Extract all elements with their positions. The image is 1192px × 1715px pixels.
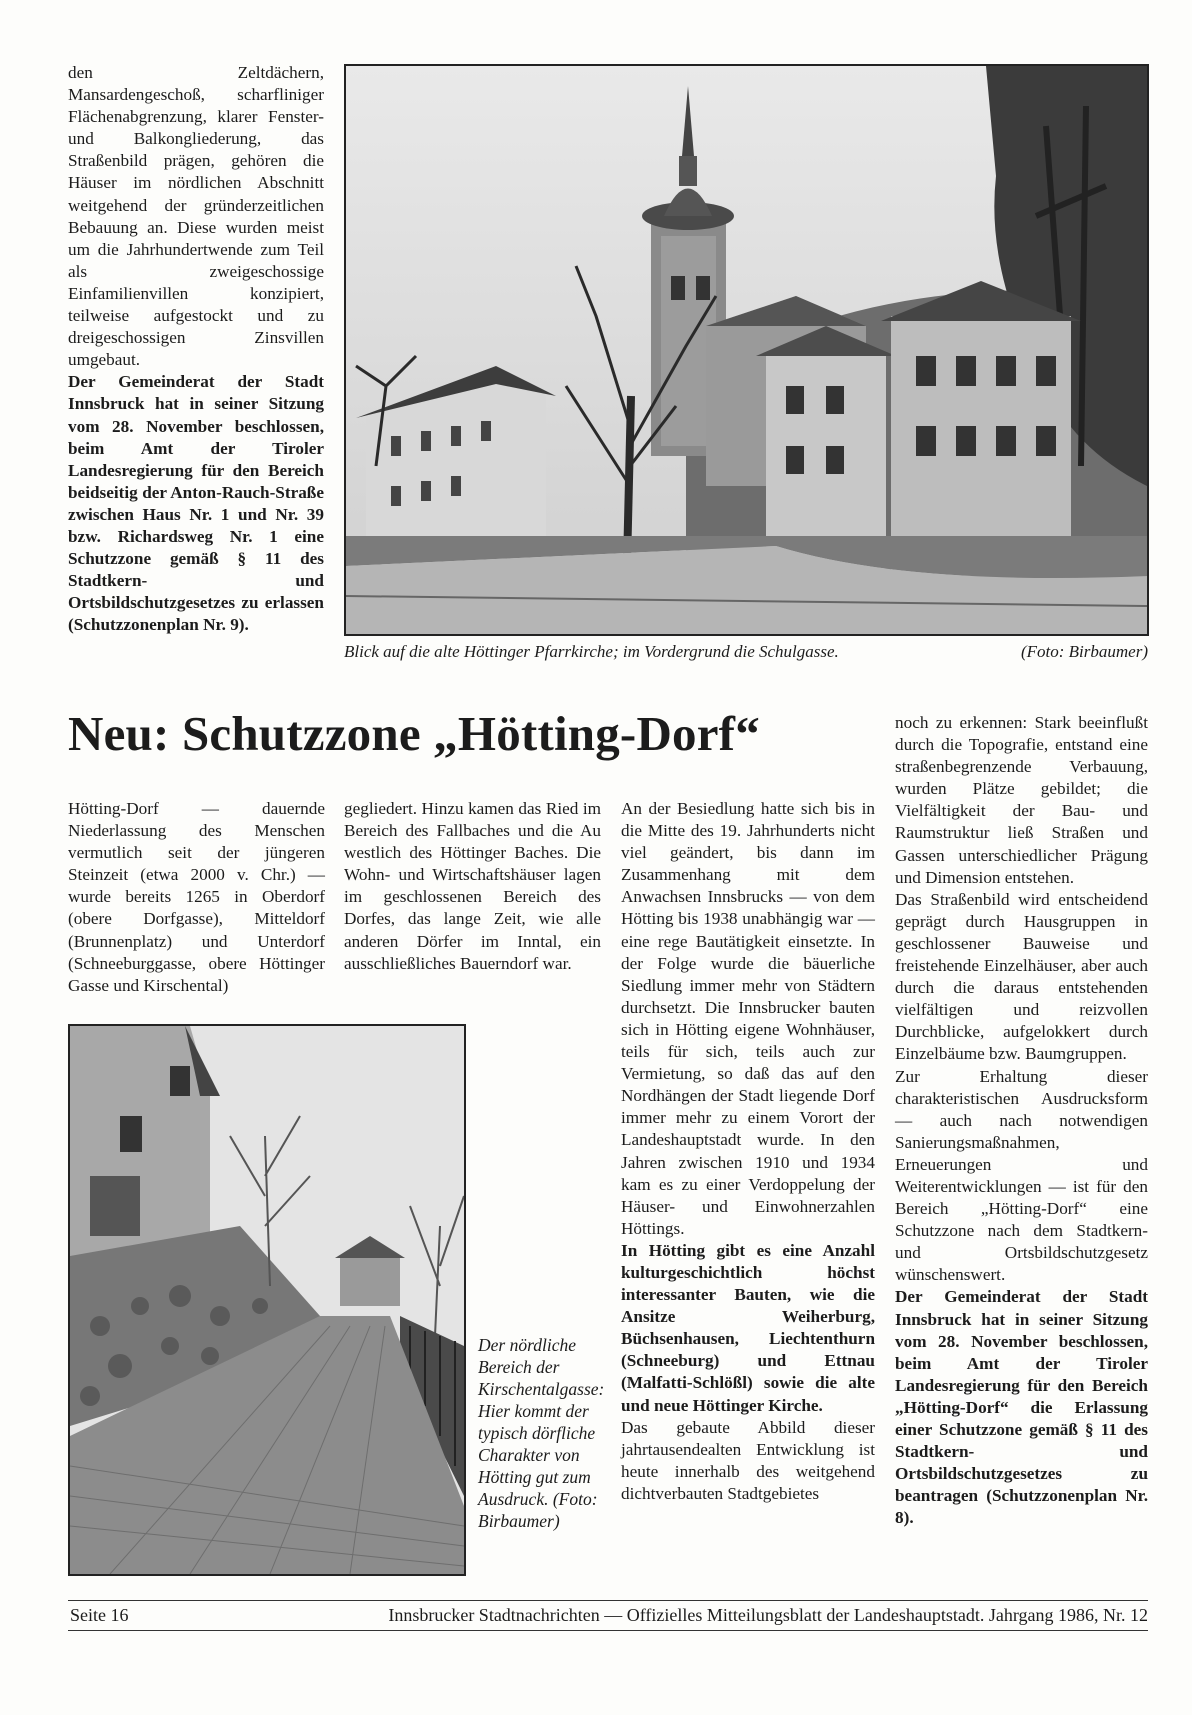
column-3-text: An der Besiedlung hatte sich bis in die Mitte des 19. Jahrhunderts nicht viel geändert, bis dann im Zusammenhang mit dem Anwachsen Innsbrucks — von dem Hötting bis 1938 unabhängig war — eine rege Bautätigkeit einsetzte. In der Folge wurde die bäuerliche Siedlung immer mehr von Städtern durchsetzt. Die Innsbrucker bauten sich in Hötting eigene Wohnhäuser, teils für sich, teils auch zur Vermietung, so daß das auf den Nordhängen der Stadt liegende Dorf immer mehr zu einem Vorort der Landeshauptstadt wurde. In den Jahren zwischen 1910 und 1934 kam es zu einer Verdoppelung der Häuser- und Einwohnerzahlen Höttings. (621, 799, 875, 1238)
column-4-text: noch zu erkennen: Stark beeinflußt durch die Topografie, entstand eine straßenbegrenzende Verbauung, wurden Plätze gebildet; die Vielfältigkeit der Bau- und Raumstruktur ließ Straßen und Gassen unterschiedlicher Prägung und Dimension entstehen. (895, 713, 1148, 887)
lane-photo (68, 1024, 466, 1576)
intro-text: den Zeltdächern, Mansardengeschoß, scharfliniger Flächenabgrenzung, klarer Fenster- und Balkongliederung, das Straßenbild prägen, gehören die Häuser im nördlichen Abschnitt weitgehend der gründerzeitlichen Bebauung an. Diese wurden meist um die Jahrhundertwende zum Teil als zweigeschossige Einfamilienvillen konzipiert, teilweise aufgestockt und zu dreigeschossigen Zinsvillen umgebaut. (68, 63, 324, 370)
church-photo-caption: Blick auf die alte Höttinger Pfarrkirche; im Vordergrund die Schulgasse. (344, 642, 839, 661)
column-3 (621, 798, 875, 1505)
church-photo (344, 64, 1149, 636)
column-1 (68, 798, 325, 997)
column-2-text: gegliedert. Hinzu kamen das Ried im Bereich des Fallbaches und die Au westlich des Höttinger Baches. Die Wohn- und Wirtschaftshäuser lagen im geschlossenen Bereich des Dorfes, das lange Zeit, wie alle anderen Dörfer im Inntal, ein ausschließliches Bauerndorf war. (344, 799, 601, 973)
intro-resolution: Der Gemeinderat der Stadt Innsbruck hat in seiner Sitzung vom 28. November beschlossen, beim Amt der Tiroler Landesregierung für den Bereich beidseitig der Anton-Rauch-Straße zwischen Haus Nr. 1 und Nr. 39 bzw. Richardsweg Nr. 1 eine Schutzzone gemäß § 11 des Stadtkern- und Ortsbildschutzgesetzes zu erlassen (Schutzzonenplan Nr. 9). (68, 372, 324, 635)
footer-page-number: Seite 16 (70, 1605, 129, 1625)
lane-photo-caption: Der nördliche Bereich der Kirschentalgasse: Hier kommt der typisch dörfliche Charakter von Hötting gut zum Ausdruck. (Foto: Birbaumer) (478, 1335, 605, 1531)
intro-column (68, 62, 324, 636)
footer-rule (68, 1600, 1148, 1601)
column-2 (344, 798, 601, 975)
page-title: Neu: Schutzzone „Hötting-Dorf“ (68, 706, 760, 761)
footer-publication: Innsbrucker Stadtnachrichten — Offizielles Mitteilungsblatt der Landeshauptstadt. Jahrgang 1986, Nr. 12 (388, 1605, 1148, 1625)
column-4-text-3: Zur Erhaltung dieser charakteristischen Ausdrucksform — auch nach notwendigen Sanierungsmaßnahmen, Erneuerungen und Weiterentwicklungen — ist für den Bereich „Hötting-Dorf“ eine Schutzzone nach dem Stadtkern- und Ortsbildschutzgesetz wünschenswert. (895, 1066, 1148, 1285)
footer-rule-bottom (68, 1630, 1148, 1631)
column-4-text-2: Das Straßenbild wird entscheidend geprägt durch Hausgruppen in geschlossener Bauweise und freistehende Einzelhäuser, aber auch durch die daraus entstehenden vielfältigen und reizvollen Durchblicke, aufgelokkert durch Einzelbäume bzw. Baumgruppen. (895, 889, 1148, 1064)
column-4 (895, 712, 1148, 1529)
church-photo-credit: (Foto: Birbaumer) (1020, 642, 1148, 661)
column-4-resolution: Der Gemeinderat der Stadt Innsbruck hat in seiner Sitzung vom 28. November beschlossen, beim Amt der Tiroler Landesregierung für den Bereich „Hötting-Dorf“ die Erlassung einer Schutzzone gemäß § 11 des Stadtkern- und Ortsbildschutzgesetzes zu beantragen (Schutzzonenplan Nr. 8). (895, 1287, 1148, 1528)
column-3-text-2: Das gebaute Abbild dieser jahrtausendealten Entwicklung ist heute innerhalb des weitgehend dichtverbauten Stadtgebietes (621, 1417, 875, 1503)
column-1-text: Hötting-Dorf — dauernde Niederlassung des Menschen vermutlich seit der jüngeren Steinzeit (etwa 2000 v. Chr.) — wurde bereits 1265 in Oberdorf (obere Dorfgasse), Mitteldorf (Brunnenplatz) und Unterdorf (Schneeburggasse, obere Höttinger Gasse und Kirschental) (68, 799, 325, 995)
column-3-bold-text: In Hötting gibt es eine Anzahl kulturgeschichtlich höchst interessanter Bauten, wie die Ansitze Weiherburg, Büchsenhausen, Liechtenthurn (Schneeburg) und Ettnau (Malfatti-Schlößl) sowie die alte und neue Höttinger Kirche. (621, 1240, 875, 1415)
